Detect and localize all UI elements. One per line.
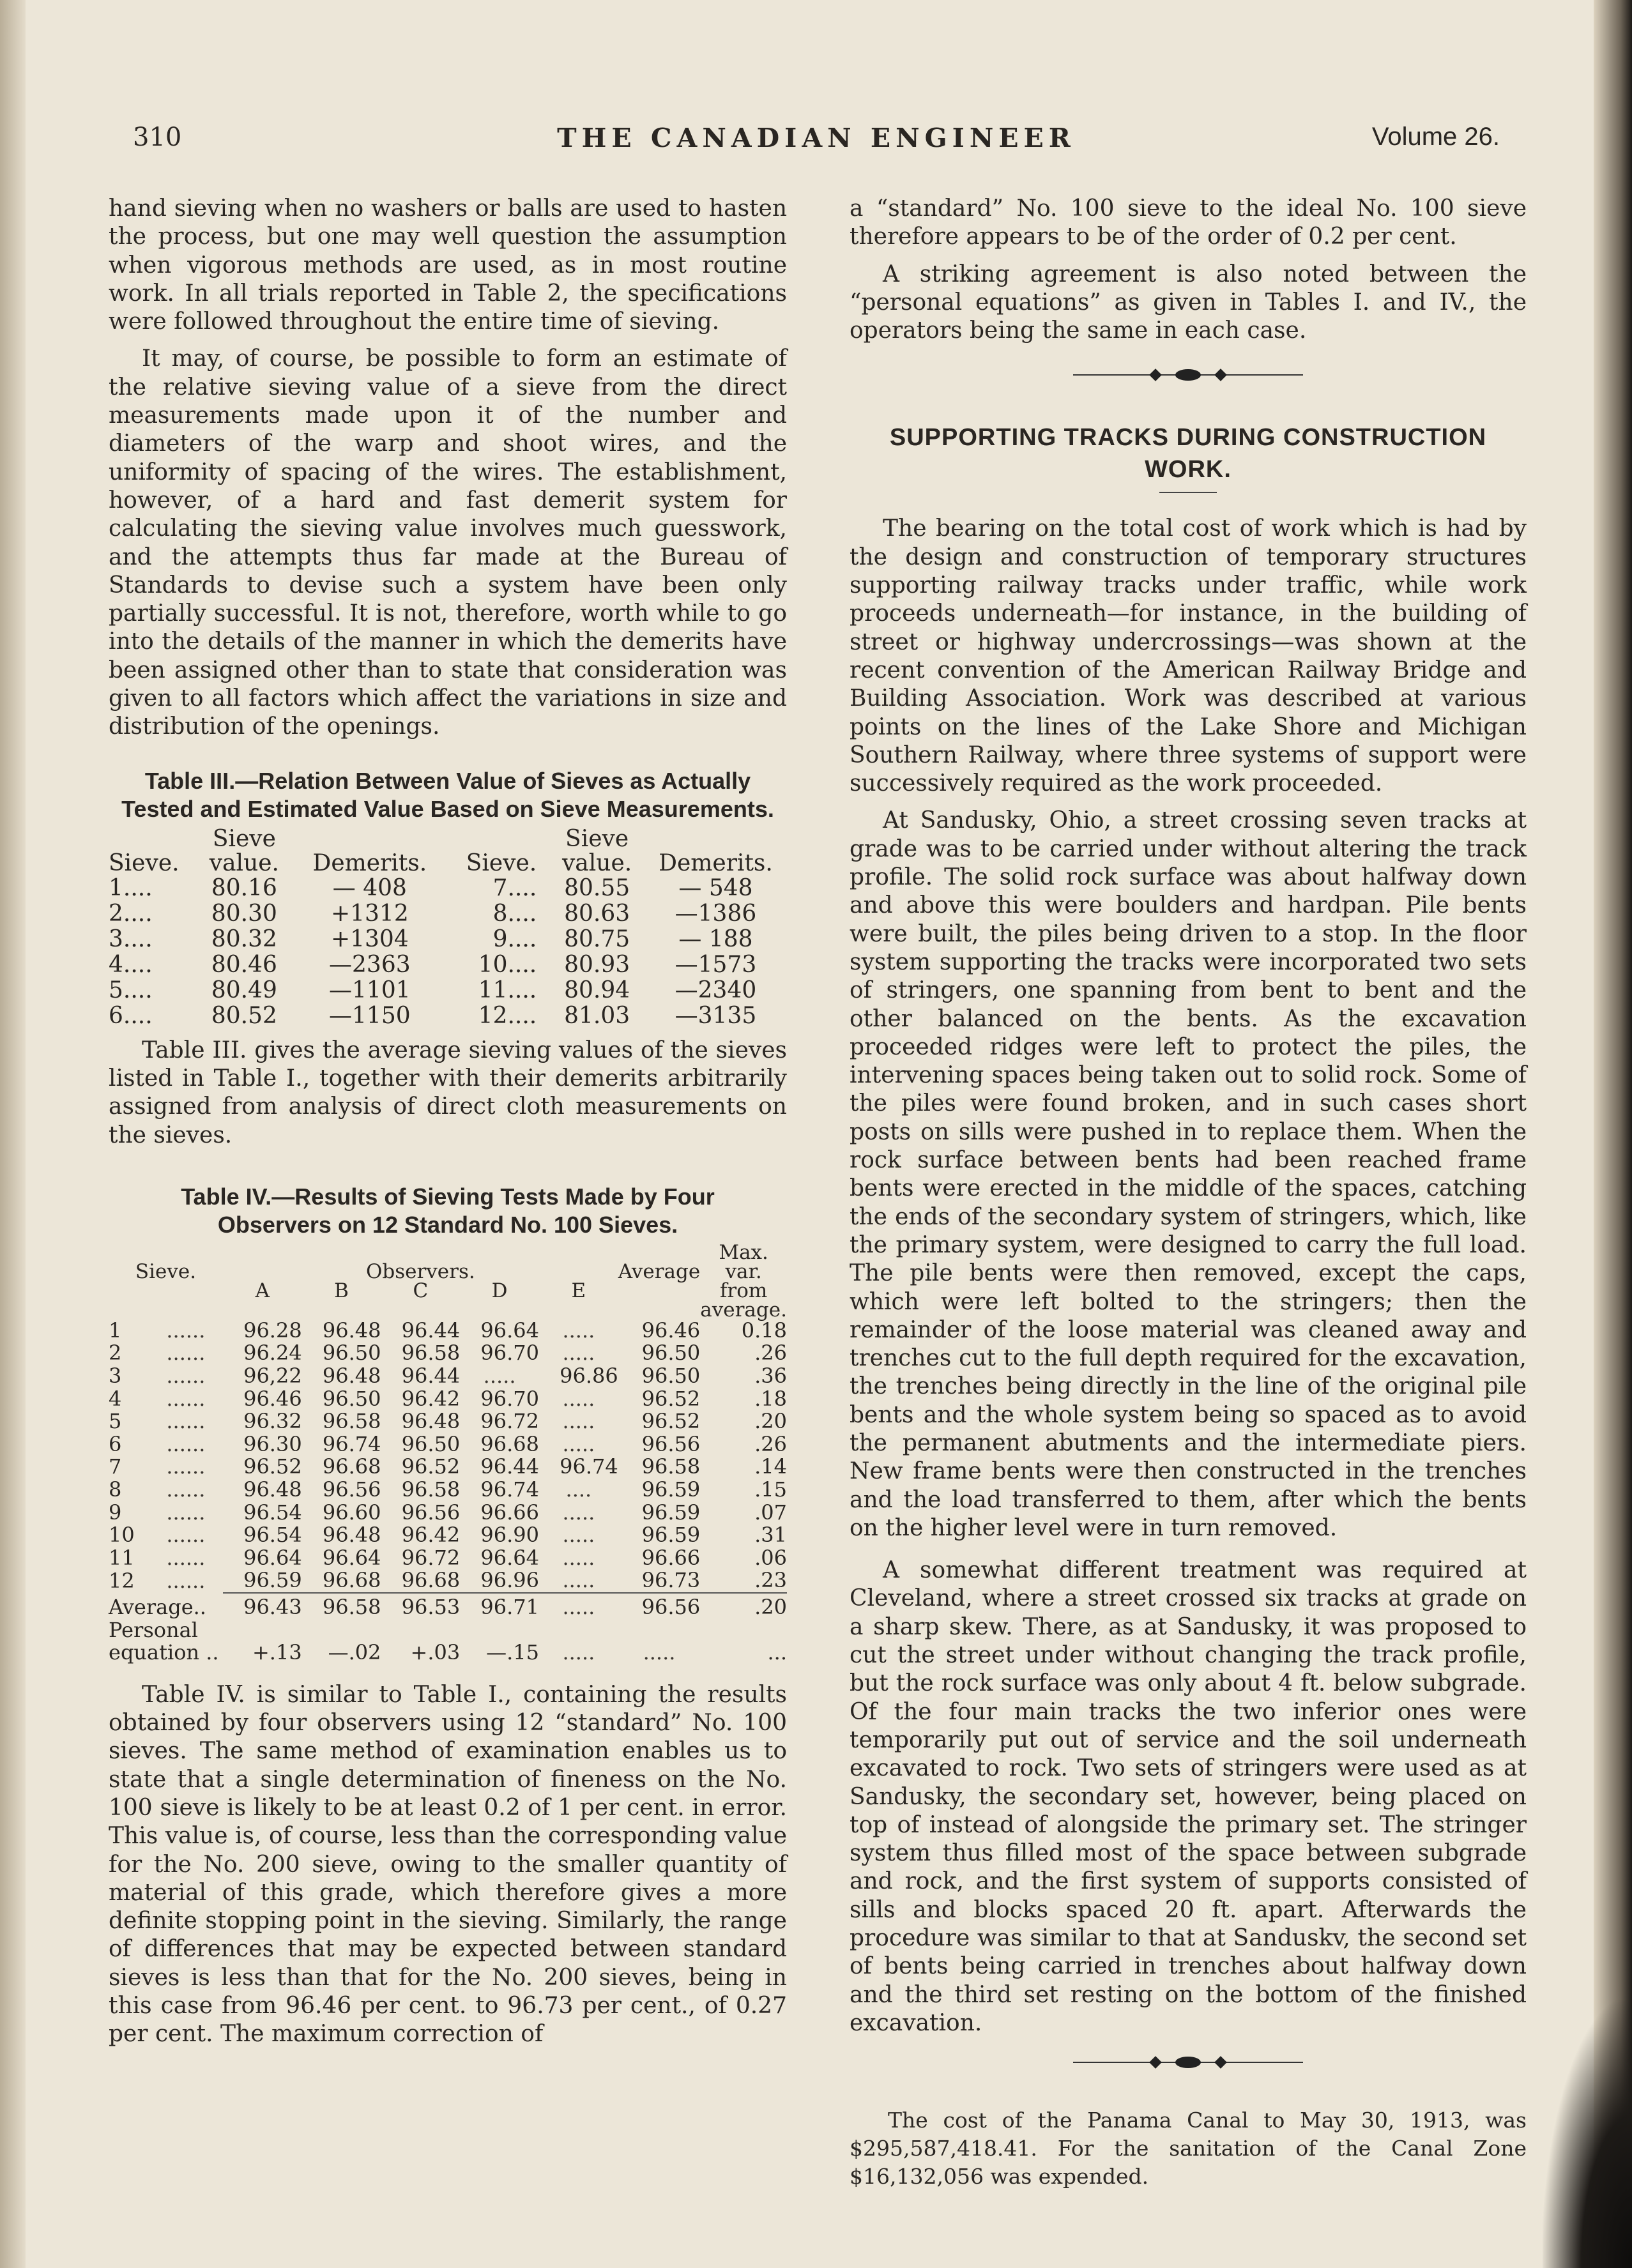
- table3-cell: — 188: [678, 925, 753, 952]
- table4-cell: 96.50: [322, 1341, 381, 1366]
- table3-header-cell: [292, 827, 448, 851]
- table4-cell: 96.74: [480, 1477, 539, 1502]
- table3-header-cell: Sieve: [212, 825, 276, 852]
- table4-cell: 5: [109, 1409, 122, 1434]
- table4-header-cell: from: [719, 1279, 768, 1302]
- panama-canal-notice: The cost of the Panama Canal to May 30, 1913, was $295,587,418.41. For the sanitation of the Canal Zone $16,132,056 was expended.: [850, 2108, 1527, 2189]
- table4-cell: 96.48: [243, 1477, 302, 1502]
- table3-cell: 80.16: [211, 874, 277, 901]
- table3-row: [109, 978, 787, 1003]
- table4-cell: 96.44: [480, 1454, 539, 1479]
- table3-header-cell: [644, 827, 787, 851]
- table4-cell: .....: [483, 1364, 516, 1389]
- table4-cell: ......: [166, 1545, 206, 1570]
- table4-cell: 96.58: [641, 1454, 701, 1479]
- table4-average-row: [109, 1596, 787, 1619]
- table4-cell: 10: [109, 1523, 135, 1548]
- table3-header-cell: [109, 827, 197, 851]
- table3-cell: 6....: [109, 1002, 153, 1029]
- table4-cell: ......: [166, 1431, 206, 1456]
- table4-observer-label: D: [491, 1279, 508, 1302]
- table4-cell: .....: [562, 1568, 595, 1593]
- table4-personal-label-row: [109, 1619, 787, 1642]
- table4-cell: .....: [562, 1409, 595, 1434]
- table4-header-row: [109, 1300, 787, 1320]
- table4-header-cell: Average: [618, 1260, 701, 1283]
- table4-cell: 96.73: [641, 1568, 701, 1593]
- table4-cell: 96.96: [480, 1568, 539, 1593]
- table4-cell: ......: [166, 1341, 206, 1366]
- table4-body: [109, 1320, 787, 1593]
- table4-cell: 96.64: [480, 1545, 539, 1570]
- table3-cell: 5....: [109, 977, 153, 1003]
- table4-cell: ......: [166, 1500, 206, 1525]
- table3-cell: 80.30: [211, 900, 277, 927]
- table3-cell: —3135: [675, 1002, 757, 1029]
- table3-cell: — 408: [332, 874, 407, 901]
- table4-cell: 8: [109, 1477, 122, 1502]
- table4-cell: .....: [562, 1386, 595, 1411]
- table3-cell: 8....: [492, 900, 537, 927]
- table4-cell: .31: [754, 1523, 787, 1548]
- table4-header-cell: average.: [700, 1298, 787, 1321]
- table3-cell: —1386: [675, 900, 757, 927]
- table4-cell: 96.56: [641, 1431, 701, 1456]
- table4-cell: 96.68: [322, 1568, 381, 1593]
- table4-cell: 96.52: [641, 1386, 701, 1411]
- paragraph: It may, of course, be possible to form an estimate of the relative sieving value of a sieve from the direct measurements made upon it of the number and diameters of the warp and shoot wires, and the uniformity of spacing of the wires. The establishment, however, of a hard and fast demerit system for calculating the sieving value involves much guesswork, and the attempts thus far made at the Bureau of Standards to devise such a system have been only partially successful. It is not, therefore, worth while to go into the details of the manner in which the demerits have been assigned other than to state that consideration was given to all factors which affect the variations in size and distribution of the openings.: [109, 346, 787, 740]
- table4-cell: 96.50: [401, 1431, 461, 1456]
- table4-cell: 96.43: [243, 1594, 302, 1619]
- table4-header-cell: Sieve.: [135, 1260, 197, 1283]
- table4-cell: 96.54: [243, 1523, 302, 1548]
- table4-cell: 96.59: [641, 1500, 701, 1525]
- table4-cell: 96.58: [401, 1477, 461, 1502]
- table4: [109, 1240, 787, 1665]
- table4-cell: 96.59: [641, 1523, 701, 1548]
- left-column: [109, 195, 787, 2058]
- table4-cell: 96.64: [480, 1318, 539, 1343]
- table4-cell: 1: [109, 1318, 122, 1343]
- table3-row: [109, 1003, 787, 1029]
- table4-cell: —.02: [328, 1640, 381, 1665]
- table3-cell: 7....: [492, 874, 537, 901]
- table4-cell: 96.30: [243, 1431, 302, 1456]
- table4-personal-label: equation ..: [109, 1640, 219, 1665]
- table3-cell: —1573: [675, 951, 757, 978]
- table4-observer-label: B: [334, 1279, 349, 1302]
- table4-cell: .20: [754, 1594, 787, 1619]
- table4-row: [109, 1502, 787, 1525]
- table3-cell: 2....: [109, 900, 153, 927]
- table4-cell: 96.52: [641, 1409, 701, 1434]
- table4-cell: 96.50: [641, 1364, 701, 1389]
- table4-cell: 96.52: [243, 1454, 302, 1479]
- table4-cell: 96.64: [243, 1545, 302, 1570]
- table4-header-row: [109, 1243, 787, 1262]
- table4-observer-label: E: [571, 1279, 586, 1302]
- table3-header-cell: Demerits.: [312, 849, 427, 876]
- table4-cell: .....: [643, 1640, 676, 1665]
- table4-cell: .....: [562, 1431, 595, 1456]
- table4-cell: +.13: [252, 1640, 302, 1665]
- table3-cell: 10....: [478, 951, 537, 978]
- table4-cell: 96.50: [641, 1341, 701, 1366]
- table4-cell: 96.24: [243, 1341, 302, 1366]
- table3-cell: 1....: [109, 874, 153, 901]
- table4-cell: ......: [166, 1386, 206, 1411]
- table4-cell: 3: [109, 1364, 122, 1389]
- table3-header-top: [109, 827, 787, 851]
- page-number: 310: [133, 123, 182, 152]
- table3-cell: 3....: [109, 925, 153, 952]
- paragraph: hand sieving when no washers or balls are used to hasten the process, but one may well question the assumption when vigorous methods are used, as in most routine work. In all trials reported in Table 2, the specifications were followed throughout the entire time of sieving.: [109, 195, 787, 335]
- table4-cell: 96.48: [322, 1318, 381, 1343]
- table4-cell: 96.54: [243, 1500, 302, 1525]
- table3-cell: 4....: [109, 951, 153, 978]
- paragraph: The bearing on the total cost of work which is had by the design and construction of temporary structures supporting railway tracks under traffic, while work proceeds underneath—for instance, in the building of street or highway undercrossings—was shown at the recent convention of the American Railway Bridge and Building Association. Work was described at various points on the lines of the Lake Shore and Michigan Southern Railway, where three systems of support were successively required as the work proceeded.: [850, 515, 1527, 797]
- table3-header-cell: value.: [561, 849, 632, 876]
- table4-cell: .18: [754, 1386, 787, 1411]
- table4-cell: 96.59: [243, 1568, 302, 1593]
- table4-cell: 96.68: [401, 1568, 461, 1593]
- table4-cell: 96.68: [322, 1454, 381, 1479]
- right-column: [850, 195, 1527, 2200]
- table4-header-cell: Observers.: [365, 1260, 475, 1283]
- table4-cell: 96.44: [401, 1364, 461, 1389]
- table3-header-cell: Sieve.: [109, 849, 179, 876]
- paragraph: Table III. gives the average sieving values of the sieves listed in Table I., together with their demerits arbitrarily assigned from analysis of direct cloth measurements on the sieves.: [109, 1037, 787, 1148]
- table3-row: [109, 952, 787, 978]
- table3-cell: —2363: [329, 951, 411, 978]
- table4-cell: ......: [166, 1318, 206, 1343]
- table4-cell: 0.18: [741, 1318, 787, 1343]
- table4-cell: 96.72: [480, 1409, 539, 1434]
- table4-cell: 7: [109, 1454, 122, 1479]
- table3-cell: +1312: [330, 900, 409, 927]
- paragraph: A somewhat different treatment was required at Cleveland, where a street crossed six tracks at grade on a sharp skew. There, as at Sandusky, it was proposed to cut the street under without changing the track profile, but the rock surface was only about 4 ft. below subgrade. Of the four main tracks the two inferior ones were temporarily put out of service and the soil underneath excavated to rock. Two sets of stringers were used as at Sandusky, the secondary set, however, being placed on top of instead of alongside the primary set. The stringer system thus filled most of the space between subgrade and rock, and the first system of supports consisted of sills and blocks spaced 20 ft. apart. Afterwards the procedure was similar to that at Sanduskv, the second set of bents being carried in trenches about halfway down and the third set resting on the bottom of the finished excavation.: [850, 1557, 1527, 2036]
- table4-cell: 96.60: [322, 1500, 381, 1525]
- table3-header-cell: Sieve: [565, 825, 629, 852]
- table4-row: [109, 1320, 787, 1343]
- paragraph: A striking agreement is also noted between the “personal equations” as given in Tables I. and IV., the operators being the same in each case.: [850, 261, 1527, 344]
- table3-cell: +1304: [330, 925, 409, 952]
- table4-row: [109, 1456, 787, 1479]
- table4-row: [109, 1479, 787, 1502]
- table4-cell: 96.32: [243, 1409, 302, 1434]
- table4-cell: .14: [754, 1454, 787, 1479]
- table3-cell: 12....: [478, 1002, 537, 1029]
- table4-cell: .20: [754, 1409, 787, 1434]
- table4-row: [109, 1342, 787, 1365]
- table4-cell: 96.86: [560, 1364, 618, 1389]
- table3-cell: 9....: [492, 925, 537, 952]
- table4-row: [109, 1524, 787, 1547]
- table3-cell: 81.03: [564, 1002, 630, 1029]
- table4-header-cell: var.: [725, 1260, 762, 1283]
- section-ornament: [1073, 367, 1303, 383]
- table3-cell: 80.94: [564, 977, 630, 1003]
- section-title-rule: [1159, 492, 1217, 493]
- table4-cell: 96.64: [322, 1545, 381, 1570]
- section-ornament: [1073, 2054, 1303, 2071]
- table3-row: [109, 876, 787, 901]
- table4-cell: 96.56: [641, 1594, 701, 1619]
- table4-cell: .15: [754, 1477, 787, 1502]
- table4-title: Table IV.—Results of Sieving Tests Made by Four Observers on 12 Standard No. 100 Sieves.: [181, 1183, 715, 1238]
- table4-cell: 6: [109, 1431, 122, 1456]
- table4-cell: .....: [562, 1523, 595, 1548]
- table4-personal-row: [109, 1641, 787, 1664]
- table3-cell: 80.46: [211, 951, 277, 978]
- table4-cell: +.03: [410, 1640, 461, 1665]
- table4-cell: 96.48: [322, 1364, 381, 1389]
- table4-cell: ......: [166, 1568, 206, 1593]
- table4-cell: 96.70: [480, 1341, 539, 1366]
- journal-title: THE CANADIAN ENGINEER: [557, 123, 1076, 153]
- table4-cell: 96.52: [401, 1454, 461, 1479]
- table4-cell: 12: [109, 1568, 135, 1593]
- table3-cell: 11....: [478, 977, 537, 1003]
- table3-cell: 80.55: [564, 874, 630, 901]
- table4-cell: 96.66: [480, 1500, 539, 1525]
- table4-cell: 96.48: [322, 1523, 381, 1548]
- table4-observer-label: C: [413, 1279, 429, 1302]
- table4-cell: .....: [562, 1640, 595, 1665]
- table4-cell: 96.48: [401, 1409, 461, 1434]
- table4-header-row: [109, 1262, 787, 1281]
- table4-cell: ......: [166, 1364, 206, 1389]
- table4-cell: —.15: [486, 1640, 539, 1665]
- table4-cell: 96.74: [560, 1454, 618, 1479]
- page-binding-shadow-left: [0, 0, 26, 2268]
- table3-row: [109, 901, 787, 927]
- table3-cell: 80.32: [211, 925, 277, 952]
- table3-header-cell: value.: [209, 849, 279, 876]
- table4-cell: 4: [109, 1386, 122, 1411]
- running-head: [133, 123, 1500, 161]
- table4-cell: .07: [754, 1500, 787, 1525]
- table3-cell: —1101: [329, 977, 411, 1003]
- table4-header-cell: Max.: [719, 1240, 768, 1264]
- table3-title: Table III.—Relation Between Value of Sieves as Actually Tested and Estimated Value Based on Sieve Measurements.: [121, 767, 774, 822]
- table4-cell: 96.90: [480, 1523, 539, 1548]
- table4-cell: ......: [166, 1477, 206, 1502]
- table4-cell: .....: [562, 1341, 595, 1366]
- table3-cell: —1150: [329, 1002, 411, 1029]
- table4-cell: 96.74: [322, 1431, 381, 1456]
- table4-cell: ......: [166, 1454, 206, 1479]
- table4-cell: .26: [754, 1341, 787, 1366]
- table4-cell: 96.46: [243, 1386, 302, 1411]
- table4-cell: .26: [754, 1431, 787, 1456]
- table3-cell: 80.63: [564, 900, 630, 927]
- table4-cell: 96.42: [401, 1386, 461, 1411]
- table3-header: [109, 851, 787, 876]
- table4-cell: 96.46: [641, 1318, 701, 1343]
- page-corner-shadow: [1543, 2000, 1632, 2268]
- table4-cell: ....: [565, 1477, 592, 1502]
- table4-cell: ......: [166, 1409, 206, 1434]
- table4-cell: ......: [166, 1523, 206, 1548]
- table4-row: [109, 1365, 787, 1388]
- table4-row: [109, 1547, 787, 1570]
- table3-cell: 80.93: [564, 951, 630, 978]
- table4-average-label: Average..: [109, 1594, 206, 1619]
- volume-label: Volume 26.: [1371, 123, 1500, 151]
- table4-row: [109, 1410, 787, 1433]
- table4-cell: 96.72: [401, 1545, 461, 1570]
- table4-personal-label: Personal: [109, 1617, 198, 1642]
- table4-cell: 96,22: [243, 1364, 302, 1389]
- table4-cell: .....: [562, 1500, 595, 1525]
- table4-cell: .....: [562, 1545, 595, 1570]
- table4-cell: 96.44: [401, 1318, 461, 1343]
- table4-cell: 11: [109, 1545, 135, 1570]
- table4-row: [109, 1433, 787, 1456]
- table4-cell: 96.56: [322, 1477, 381, 1502]
- table3-header-cell: Demerits.: [659, 849, 773, 876]
- paragraph: a “standard” No. 100 sieve to the ideal No. 100 sieve therefore appears to be of the order of 0.2 per cent.: [850, 195, 1527, 250]
- table4-cell: 96.59: [641, 1477, 701, 1502]
- table3-cell: —2340: [675, 977, 757, 1003]
- table3-header-cell: Sieve.: [466, 849, 537, 876]
- table4-cell: 96.66: [641, 1545, 701, 1570]
- table4-cell: 96.58: [322, 1409, 381, 1434]
- table4-cell: .....: [562, 1318, 595, 1343]
- table4-cell: 96.53: [401, 1594, 461, 1619]
- table4-cell: 96.56: [401, 1500, 461, 1525]
- table4-cell: .....: [562, 1594, 595, 1619]
- table4-cell: 96.50: [322, 1386, 381, 1411]
- paragraph: At Sandusky, Ohio, a street crossing seven tracks at grade was to be carried under without altering the track profile. The solid rock surface was about halfway down and above this were boulders and hardpan. Pile bents were built, the piles being driven to a stop. In the floor system supporting the tracks were incorporated two sets of stringers, one spanning from bent to bent and the other balanced on the bents. As the excavation proceeded ridges were left to protect the piles, the intervening spaces being taken out to solid rock. Some of the piles were found broken, and in such cases short posts on sills were pushed in to replace them. When the rock surface between bents had been reached frame bents were erected in the middle of the spaces, catching the ends of the secondary system of stringers, which, like the primary system, were designed to carry the full load. The pile bents were then removed, except the caps, which were left bolted to the stringers; then the remainder of the loose material was cleaned away and trenches cut to the full depth required for the excavation, the trenches being directly in the line of the original pile bents and the whole system being so spaced as to avoid the permanent abutments and the intermediate piers. New frame bents were then constructed in the trenches and the load transferred to them, after which the bents on the higher level were in turn removed.: [850, 807, 1527, 1541]
- table4-cell: .36: [754, 1364, 787, 1389]
- table3-cell: 80.75: [564, 925, 630, 952]
- table4-cell: 96.28: [243, 1318, 302, 1343]
- table4-cell: 2: [109, 1341, 122, 1366]
- table3-cell: 80.52: [211, 1002, 277, 1029]
- table4-row: [109, 1388, 787, 1411]
- section-title: SUPPORTING TRACKS DURING CONSTRUCTION WORK.: [889, 424, 1487, 483]
- table4-header-row: [109, 1281, 787, 1300]
- table4-cell: 96.71: [480, 1594, 539, 1619]
- table3-body: [109, 876, 787, 1029]
- page-binding-shadow-right: [1594, 0, 1632, 2268]
- paragraph: Table IV. is similar to Table I., containing the results obtained by four observers using 12 “standard” No. 100 sieves. The same method of examination enables us to state that a single determination of fineness on the No. 100 sieve is likely to be at least 0.2 of 1 per cent. in error. This value is, of course, less than the corresponding value for the No. 200 sieve, owing to the smaller quantity of material of this grade, which therefore gives a more definite stopping point in the sieving. Similarly, the range of differences that may be expected between standard sieves is less than that for the No. 200 sieves, being in this case from 96.46 per cent. to 96.73 per cent., of 0.27 per cent. The maximum correction of: [109, 1681, 787, 2048]
- table4-cell: 96.58: [401, 1341, 461, 1366]
- table4-row: [109, 1569, 787, 1593]
- table4-cell: ...: [767, 1640, 787, 1665]
- table3-row: [109, 927, 787, 952]
- table3: [109, 827, 787, 1029]
- table4-cell: .06: [754, 1545, 787, 1570]
- table3-cell: — 548: [678, 874, 753, 901]
- table4-cell: 96.42: [401, 1523, 461, 1548]
- table3-header-cell: [448, 827, 549, 851]
- table3-cell: 80.49: [211, 977, 277, 1003]
- table4-cell: 96.70: [480, 1386, 539, 1411]
- table4-cell: 96.58: [322, 1594, 381, 1619]
- table4-observer-label: A: [255, 1279, 270, 1302]
- table4-cell: .23: [754, 1568, 787, 1593]
- table4-cell: 9: [109, 1500, 122, 1525]
- table4-cell: 96.68: [480, 1431, 539, 1456]
